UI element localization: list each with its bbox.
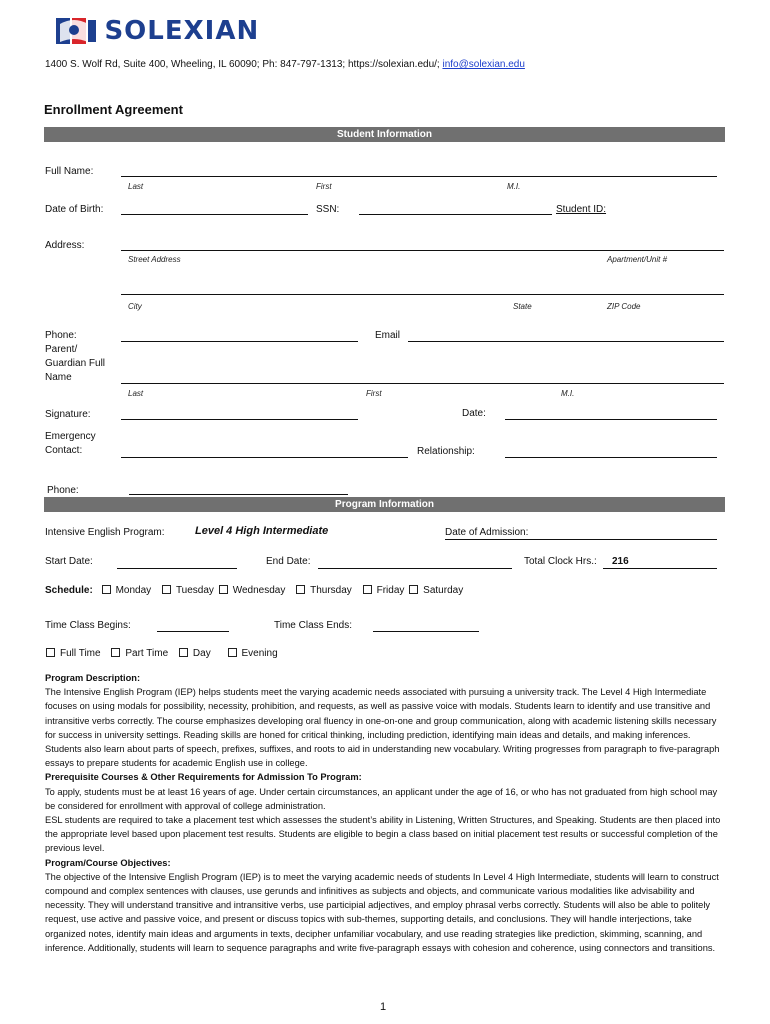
start-date-field[interactable] [117,568,237,569]
student-id-label: Student ID: [556,204,607,215]
time-begins-field[interactable] [157,631,229,632]
emergency-label-2: Contact: [45,445,83,456]
checkbox-day[interactable]: Day [179,648,211,659]
parent-first-caption: First [366,389,382,398]
clock-hours-label: Total Clock Hrs.: [524,556,597,567]
admission-label: Date of Admission: [445,527,529,538]
full-name-label: Full Name: [45,166,94,177]
checkbox-evening[interactable]: Evening [228,648,278,659]
state-caption: State [513,302,532,311]
program-info-bar: Program Information [44,497,725,512]
address-text: 1400 S. Wolf Rd, Suite 400, Wheeling, IL 60090; Ph: 847-797-1313; https://solexian.edu/; [45,59,443,70]
relationship-label: Relationship: [417,446,475,457]
contact-line [45,59,525,70]
solexian-emblem-icon [54,14,100,48]
objectives-heading: Program/Course Objectives: [45,857,171,868]
logo-text: SOLEXIAN [104,16,260,46]
signature-label: Signature: [45,409,91,420]
checkbox-thursday[interactable]: Thursday [296,585,352,596]
first-caption: First [316,182,332,191]
placement-text: ESL students are required to take a placement test which assesses the student’s ability in Listening, Written Structures, and Speaking. Students are then placed into the appropriate level based upon placement test results. Students are eligible to begin a class based on initial placement test results or successful completion of the previous level. [45,815,721,854]
iep-label: Intensive English Program: [45,527,165,538]
last-caption: Last [128,182,144,191]
date-field[interactable] [505,419,717,420]
relationship-field[interactable] [505,457,717,458]
iep-value: Level 4 High Intermediate [195,525,329,537]
parent-name-field[interactable] [121,383,724,384]
signature-field[interactable] [121,419,358,420]
emergency-label-1: Emergency [45,431,96,442]
dob-label: Date of Birth: [45,204,104,215]
clock-hours-value: 216 [612,556,629,567]
objectives-text: The objective of the Intensive English Program (IEP) is to meet the varying academic needs of students In Level 4 High Intermediate, students will learn to construct compound and complex sentences with clauses, use gerunds and infinitives as subjects and objects, and communicate various modalities like advisability and necessity. They will understand transitive and intransitive verbs, use participial adjectives, and employ phrasal verbs correctly. Students will also be able to politely request, use active and passive voice, and present or discuss topics with sub-themes, supporting details, and conclusions. They will handle interjections, take organized notes, identify main ideas and arguments in texts, decipher unfamiliar vocabulary, and use reading strategies like prediction, skimming, scanning, and inference. Additionally, students will learn to sequence paragraphs and write five-paragraph essays with cohesion and coherence, using connectors and transitions. [45,871,719,953]
prerequisite-text: To apply, students must be at least 16 years of age. Under certain circumstances, an applicant under the age of 16, or who has not graduated from high school may be considered for enrollment with approval of college administration. [45,786,718,811]
apt-caption: Apartment/Unit # [607,255,668,264]
page-title: Enrollment Agreement [44,102,183,117]
program-description-text: The Intensive English Program (IEP) helps students meet the varying academic needs associated with pursuing a university track. The Level 4 High Intermediate focuses on using modals for possibility, necessity, prohibition, and requests, as well as passive voice with modals. Students learn to identify and use transitive and intransitive verbs correctly. The course emphasizes developing oral fluency in one-on-one and group communication, along with academic listening skills necessary for success in university settings. Reading skills are honed for critical thinking, including prediction, identifying main ideas and details, and making inferences. Students also learn about parts of speech, prefixes, suffixes, and roots to aid in understanding new vocabulary. Writing progresses from paragraph to five-paragraph essays to prepare students for academic English use in college. [45,687,720,769]
street-field[interactable] [121,250,724,251]
dob-field[interactable] [121,214,308,215]
checkbox-saturday[interactable]: Saturday [409,585,463,596]
parent-label-3: Name [45,372,72,383]
parent-mi-caption: M.I. [561,389,575,398]
schedule-label: Schedule: [45,585,93,596]
parent-label-2: Guardian Full [45,358,106,369]
checkbox-friday[interactable]: Friday [363,585,405,596]
ssn-label: SSN: [316,204,340,215]
zip-caption: ZIP Code [607,302,641,311]
schedule-row [45,585,471,596]
emergency-contact-field[interactable] [121,457,408,458]
phone-field[interactable] [121,341,358,342]
street-caption: Street Address [128,255,181,264]
email-field[interactable] [408,341,724,342]
program-description-heading: Program Description: [45,673,141,683]
time-ends-label: Time Class Ends: [274,620,352,631]
emergency-phone-label: Phone: [47,485,79,496]
email-label: Email [375,330,401,341]
end-date-field[interactable] [318,568,512,569]
full-name-field[interactable] [121,176,717,177]
clock-hours-field[interactable] [603,568,717,569]
ssn-field[interactable] [359,214,552,215]
student-info-bar: Student Information [44,127,725,142]
program-description-section [45,671,725,955]
checkbox-monday[interactable]: Monday [102,585,152,596]
start-date-label: Start Date: [45,556,93,567]
emergency-phone-field[interactable] [129,494,348,495]
logo [54,14,259,48]
end-date-label: End Date: [266,556,311,567]
city-caption: City [128,302,142,311]
checkbox-tuesday[interactable]: Tuesday [162,585,214,596]
email-link[interactable]: info@solexian.edu [442,59,525,70]
checkbox-wednesday[interactable]: Wednesday [219,585,286,596]
date-label: Date: [462,408,486,419]
phone-label: Phone: [45,330,77,341]
page-number: 1 [380,1001,387,1013]
prerequisite-heading: Prerequisite Courses & Other Requirements for Admission To Program: [45,772,362,783]
address-label: Address: [45,240,85,251]
checkbox-full-time[interactable]: Full Time [46,648,101,659]
parent-last-caption: Last [128,389,144,398]
checkbox-part-time[interactable]: Part Time [111,648,168,659]
admission-field[interactable] [445,539,717,540]
parent-label-1: Parent/ [45,344,78,355]
mi-caption: M.I. [507,182,521,191]
time-begins-label: Time Class Begins: [45,620,131,631]
city-field[interactable] [121,294,724,295]
mode-row [46,648,286,659]
time-ends-field[interactable] [373,631,479,632]
